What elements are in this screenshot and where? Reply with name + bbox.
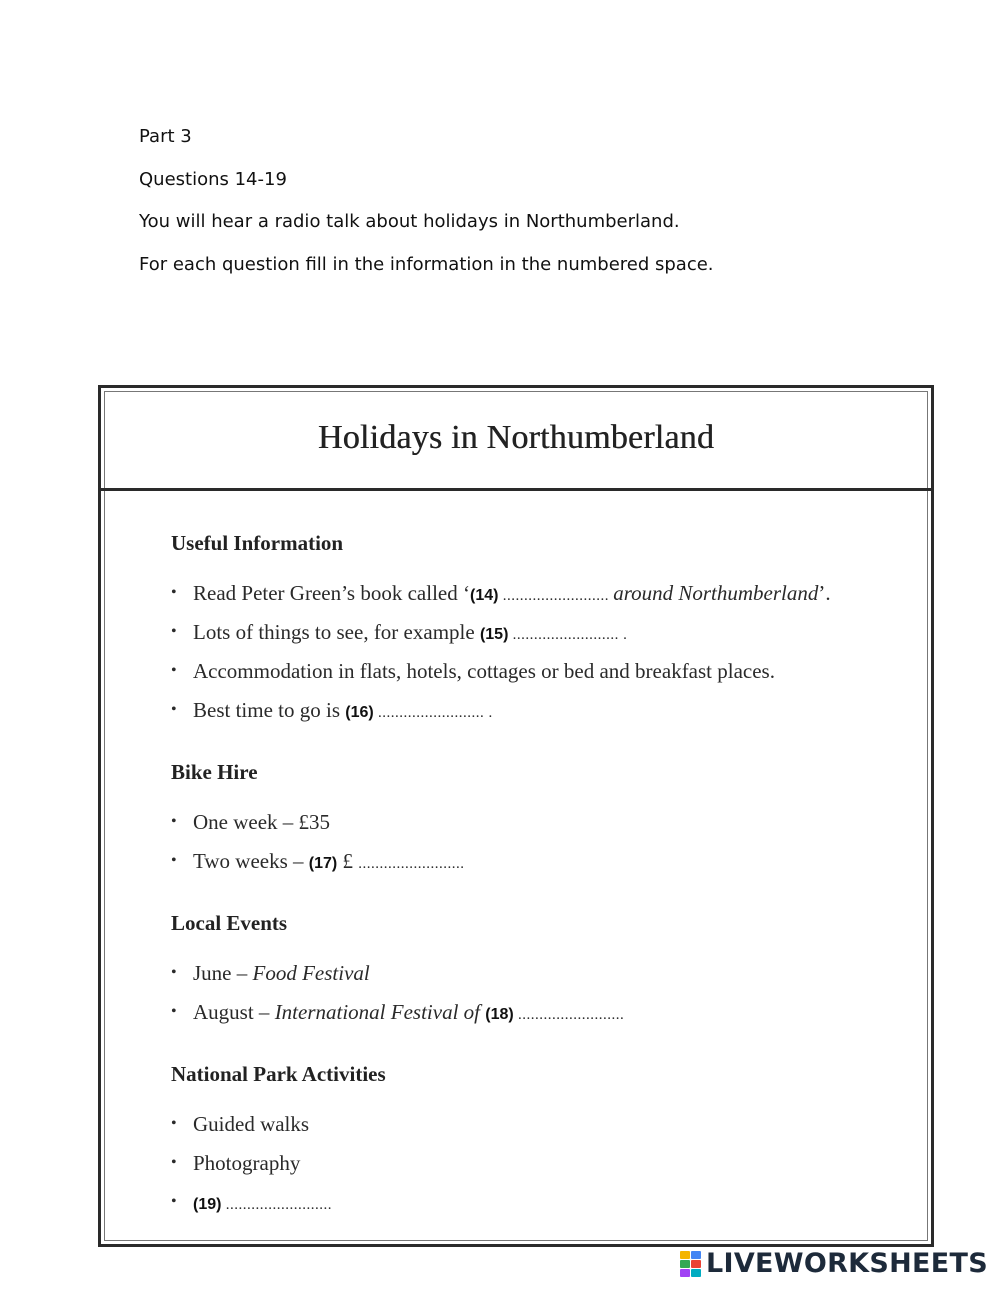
- question-number-17: (17): [308, 855, 338, 872]
- item-text: Lots of things to see, for example: [193, 620, 480, 644]
- question-number-19: (19): [193, 1196, 222, 1213]
- liveworksheets-logo-text: LIVEWORKSHEETS: [705, 1248, 988, 1279]
- list-item: [171, 1187, 931, 1226]
- liveworksheets-logo-icon: [680, 1251, 702, 1277]
- item-text: Accommodation in flats, hotels, cottages or bed and breakfast places.: [193, 659, 775, 683]
- answer-blank-19[interactable]: .........................: [221, 1197, 332, 1213]
- bullet-icon: •: [171, 584, 177, 601]
- instructions: [139, 116, 939, 286]
- item-text: ’.: [818, 581, 831, 605]
- questions-label: Questions 14-19: [139, 168, 287, 190]
- item-text: around Northumberland: [613, 581, 819, 605]
- list-item: [171, 695, 931, 757]
- item-text: Best time to go is: [193, 698, 346, 722]
- bullet-icon: •: [171, 623, 177, 640]
- item-text: £: [337, 849, 359, 873]
- list-item: [171, 997, 931, 1059]
- worksheet-box: [98, 385, 934, 1247]
- item-text: International Festival of: [274, 1000, 486, 1024]
- section-heading-useful-information: Useful Information: [171, 531, 344, 555]
- section-heading-local-events: Local Events: [171, 911, 288, 935]
- answer-blank-17[interactable]: .........................: [358, 856, 465, 872]
- bullet-icon: •: [171, 1154, 177, 1171]
- item-text: One week – £35: [193, 810, 331, 834]
- item-text: Two weeks –: [193, 849, 309, 873]
- question-number-15: (15): [479, 626, 509, 643]
- bullet-icon: •: [171, 964, 177, 981]
- instruction-line-1: You will hear a radio talk about holidays in Northumberland.: [139, 211, 680, 232]
- section-heading-bike-hire: Bike Hire: [171, 760, 258, 784]
- list-item: [171, 1148, 931, 1187]
- answer-blank-16[interactable]: ......................... .: [373, 705, 493, 721]
- answer-blank-15[interactable]: ......................... .: [508, 627, 628, 643]
- worksheet-content: [171, 528, 931, 1226]
- answer-blank-14[interactable]: .........................: [498, 588, 614, 604]
- list-item: [171, 617, 931, 656]
- list-item: [171, 578, 931, 617]
- answer-blank-18[interactable]: .........................: [513, 1007, 625, 1023]
- liveworksheets-logo[interactable]: [680, 1248, 988, 1279]
- bullet-icon: •: [171, 813, 177, 830]
- item-text: June –: [193, 961, 253, 985]
- bullet-icon: •: [171, 852, 177, 869]
- question-number-14: (14): [469, 587, 499, 604]
- question-number-18: (18): [485, 1006, 514, 1023]
- instruction-line-2: For each question fill in the information in the numbered space.: [139, 253, 714, 275]
- part-label: Part 3: [139, 126, 192, 147]
- title-area: [101, 388, 931, 491]
- bullet-icon: •: [171, 1003, 177, 1020]
- item-text: Photography: [193, 1151, 301, 1175]
- list-item: [171, 846, 931, 908]
- bullet-icon: •: [171, 1193, 177, 1210]
- list-item: [171, 807, 931, 846]
- item-text: Guided walks: [193, 1112, 310, 1136]
- item-text: Food Festival: [252, 961, 370, 985]
- question-number-16: (16): [345, 704, 374, 721]
- bullet-icon: •: [171, 701, 177, 718]
- item-text: Read Peter Green’s book called ‘: [193, 581, 470, 605]
- list-item: [171, 958, 931, 997]
- list-item: [171, 1109, 931, 1148]
- worksheet-title: Holidays in Northumberland: [317, 419, 715, 456]
- bullet-icon: •: [171, 662, 177, 679]
- bullet-icon: •: [171, 1115, 177, 1132]
- item-text: August –: [193, 1000, 275, 1024]
- section-heading-national-park-activities: National Park Activities: [171, 1062, 386, 1086]
- list-item: [171, 656, 931, 695]
